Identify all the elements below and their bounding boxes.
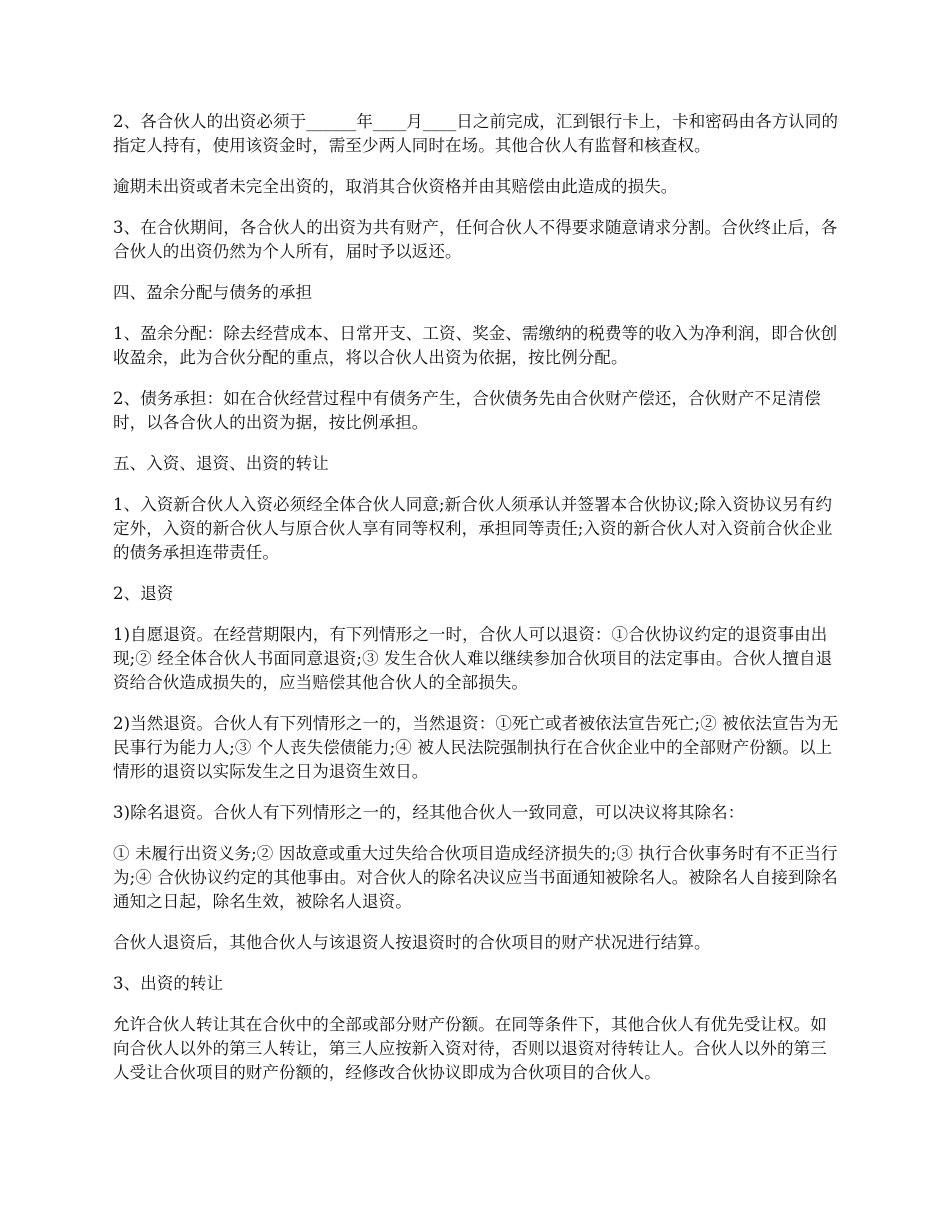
paragraph-expulsion-withdrawal: 3)除名退资。合伙人有下列情形之一的，经其他合伙人一致同意，可以决议将其除名：: [113, 803, 745, 822]
paragraph-debt-bearing: 2、债务承担：如在合伙经营过程中有债务产生，合伙债务先由合伙财产偿还，合伙财产不足清偿时，以各合伙人的出资为据，按比例承担。: [113, 389, 821, 432]
paragraph-profit-distribution: 1、盈余分配：除去经营成本、日常开支、工资、奖金、需缴纳的税费等的收入为净利润，即合伙创收盈余，此为合伙分配的重点，将以合伙人出资为依据，按比例分配。: [113, 324, 838, 367]
paragraph-joint-property: 3、在合伙期间，各合伙人的出资为共有财产，任何合伙人不得要求随意请求分割。合伙终止后，各合伙人的出资仍然为个人所有，届时予以返还。: [113, 218, 838, 261]
subheading-withdrawal: 2、退资: [113, 584, 174, 603]
section-heading-profit-debt: 四、盈余分配与债务的承担: [113, 283, 313, 302]
section-heading-entry-exit-transfer: 五、入资、退资、出资的转让: [113, 454, 329, 473]
paragraph-voluntary-withdrawal: 1)自愿退资。在经营期限内，有下列情形之一时，合伙人可以退资：①合伙协议约定的退资事由出现;② 经全体合伙人书面同意退资;③ 发生合伙人难以继续参加合伙项目的法定事由。合伙人擅自退资给合伙造成损失的，应当赔偿其他合伙人的全部损失。: [113, 625, 833, 692]
paragraph-automatic-withdrawal: 2)当然退资。合伙人有下列情形之一的，当然退资：①死亡或者被依法宣告死亡;② 被依法宣告为无民事行为能力人;③ 个人丧失偿债能力;④ 被人民法院强制执行在合伙企业中的全部财产份额。以上情形的退资以实际发生之日为退资生效日。: [113, 714, 839, 781]
subheading-contribution-transfer: 3、出资的转让: [113, 974, 224, 993]
paragraph-new-partner-entry: 1、入资新合伙人入资必须经全体合伙人同意;新合伙人须承认并签署本合伙协议;除入资协议另有约定外，入资的新合伙人与原合伙人享有同等权利，承担同等责任;入资的新合伙人对入资前合伙企业的债务承担连带责任。: [113, 495, 833, 562]
paragraph-expulsion-conditions: ① 未履行出资义务;② 因故意或重大过失给合伙项目造成经济损失的;③ 执行合伙事务时有不正当行为;④ 合伙协议约定的其他事由。对合伙人的除名决议应当书面通知被除名人。被除名人自接到除名通知之日起，除名生效，被除名人退资。: [113, 844, 838, 911]
paragraph-transfer-rules: 允许合伙人转让其在合伙中的全部或部分财产份额。在同等条件下，其他合伙人有优先受让权。如向合伙人以外的第三人转让，第三人应按新入资对待，否则以退资对待转让人。合伙人以外的第三人受让合伙项目的财产份额的，经修改合伙协议即成为合伙项目的合伙人。: [113, 1015, 827, 1082]
paragraph-overdue-contribution: 逾期未出资或者未完全出资的，取消其合伙资格并由其赔偿由此造成的损失。: [113, 177, 678, 196]
paragraph-withdrawal-settlement: 合伙人退资后，其他合伙人与该退资人按退资时的合伙项目的财产状况进行结算。: [113, 933, 711, 952]
document-body: [113, 110, 843, 1102]
paragraph-contribution-deadline: 2、各合伙人的出资必须于______年____月____日之前完成，汇到银行卡上，卡和密码由各方认同的指定人持有，使用该资金时，需至少两人同时在场。其他合伙人有监督和核查权。: [113, 112, 839, 155]
